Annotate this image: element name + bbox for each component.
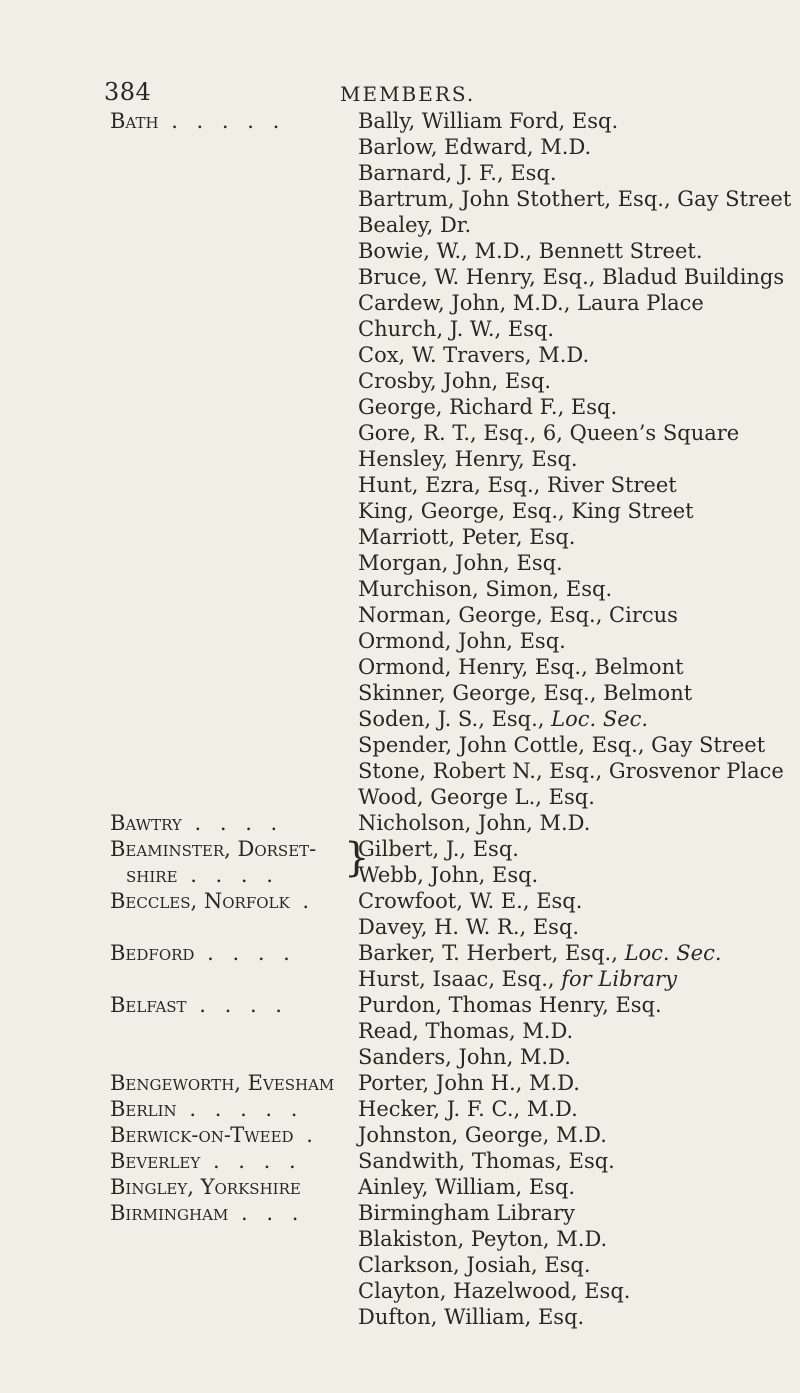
member-name: Sanders, John, M.D. [358,1045,571,1069]
entry-row [0,212,800,238]
member-name: Church, J. W., Esq. [358,317,555,341]
entry-row [0,1304,800,1330]
member-name: Morgan, John, Esq. [358,551,563,575]
entry-row [0,1096,800,1122]
entry-row [0,498,800,524]
entry-row [0,1226,800,1252]
member-name: Gore, R. T., Esq., 6, Queen’s Square [358,421,740,445]
entry-row [0,1018,800,1044]
member-name: Ormond, Henry, Esq., Belmont [358,655,684,679]
member-name: George, Richard F., Esq. [358,395,618,419]
entry-row [0,966,800,992]
entry-row [0,1122,800,1148]
entry-row [0,706,800,732]
entry-row [0,1044,800,1070]
member-name: Nicholson, John, M.D. [358,811,591,835]
member-name: Clarkson, Josiah, Esq. [358,1253,591,1277]
members-list [0,108,800,1330]
entry-row [0,160,800,186]
entry-row [0,394,800,420]
place-name: Berwick-on-Tweed . [110,1123,319,1147]
entry-row [0,1148,800,1174]
entry-row [0,602,800,628]
member-name: Soden, J. S., Esq., Loc. Sec. [358,707,649,731]
member-name: Gilbert, J., Esq. [358,837,519,861]
entry-row [0,1070,800,1096]
place-name: Bedford . . . . [110,941,296,965]
member-name: Bartrum, John Stothert, Esq., Gay Street [358,187,792,211]
entry-row [0,1200,800,1226]
entry-row [0,576,800,602]
member-name: Barnard, J. F., Esq. [358,161,557,185]
place-name: Birmingham . . . [110,1201,305,1225]
place-name: shire . . . . [126,863,279,887]
member-name: Ormond, John, Esq. [358,629,566,653]
place-name: Beccles, Norfolk . [110,889,316,913]
entry-row [0,368,800,394]
member-name: Clayton, Hazelwood, Esq. [358,1279,631,1303]
member-name: Bruce, W. Henry, Esq., Bladud Buildings [358,265,785,289]
member-name: Skinner, George, Esq., Belmont [358,681,693,705]
place-name: Bawtry . . . . [110,811,284,835]
entry-row [0,862,800,888]
entry-row [0,108,800,134]
entry-row [0,550,800,576]
brace-mark: } [344,835,370,881]
place-name: Bengeworth, Evesham [110,1071,335,1095]
entry-row [0,810,800,836]
entry-row [0,186,800,212]
entry-row [0,628,800,654]
entry-row [0,1252,800,1278]
member-name: Purdon, Thomas Henry, Esq. [358,993,662,1017]
entry-row [0,940,800,966]
member-name: Davey, H. W. R., Esq. [358,915,580,939]
member-name: Hurst, Isaac, Esq., for Library [358,967,677,991]
place-name: Belfast . . . . [110,993,288,1017]
entry-row [0,654,800,680]
member-name: Hensley, Henry, Esq. [358,447,578,471]
entry-row [0,342,800,368]
entry-row [0,316,800,342]
member-name: Read, Thomas, M.D. [358,1019,574,1043]
entry-row [0,134,800,160]
member-name: Bowie, W., M.D., Bennett Street. [358,239,703,263]
member-name: Murchison, Simon, Esq. [358,577,613,601]
member-name: Barker, T. Herbert, Esq., Loc. Sec. [358,941,722,965]
entry-row [0,992,800,1018]
entry-row [0,1278,800,1304]
member-name: Cox, W. Travers, M.D. [358,343,590,367]
member-name: Webb, John, Esq. [358,863,539,887]
member-name: Bealey, Dr. [358,213,472,237]
entry-row [0,914,800,940]
member-name: Blakiston, Peyton, M.D. [358,1227,608,1251]
member-name: Dufton, William, Esq. [358,1305,585,1329]
member-name: Ainley, William, Esq. [358,1175,576,1199]
entry-row [0,290,800,316]
entry-row [0,732,800,758]
entry-row [0,524,800,550]
entry-row [0,446,800,472]
member-name: Crowfoot, W. E., Esq. [358,889,583,913]
place-name: Beverley . . . . [110,1149,302,1173]
entry-row [0,758,800,784]
entry-row [0,264,800,290]
member-name: Birmingham Library [358,1201,575,1225]
member-name: Hecker, J. F. C., M.D. [358,1097,578,1121]
member-name: Wood, George L., Esq. [358,785,595,809]
member-name: Marriott, Peter, Esq. [358,525,576,549]
running-head: MEMBERS. [340,82,476,106]
member-name: Bally, William Ford, Esq. [358,109,619,133]
member-name: Barlow, Edward, M.D. [358,135,592,159]
member-name: Hunt, Ezra, Esq., River Street [358,473,677,497]
entry-row [0,784,800,810]
entry-row [0,472,800,498]
place-name: Bath . . . . . [110,109,286,133]
entry-row [0,238,800,264]
member-name: Crosby, John, Esq. [358,369,552,393]
member-name: King, George, Esq., King Street [358,499,694,523]
place-name: Berlin . . . . . [110,1097,304,1121]
member-name: Cardew, John, M.D., Laura Place [358,291,704,315]
member-name: Johnston, George, M.D. [358,1123,607,1147]
place-name: Bingley, Yorkshire [110,1175,301,1199]
member-name: Spender, John Cottle, Esq., Gay Street [358,733,766,757]
member-name: Stone, Robert N., Esq., Grosvenor Place [358,759,784,783]
entry-row [0,680,800,706]
entry-row [0,888,800,914]
member-name: Norman, George, Esq., Circus [358,603,678,627]
place-name: Beaminster, Dorset- [110,837,317,861]
page-number: 384 [104,78,152,106]
member-name: Porter, John H., M.D. [358,1071,580,1095]
entry-row [0,1174,800,1200]
entry-row [0,420,800,446]
member-name: Sandwith, Thomas, Esq. [358,1149,615,1173]
